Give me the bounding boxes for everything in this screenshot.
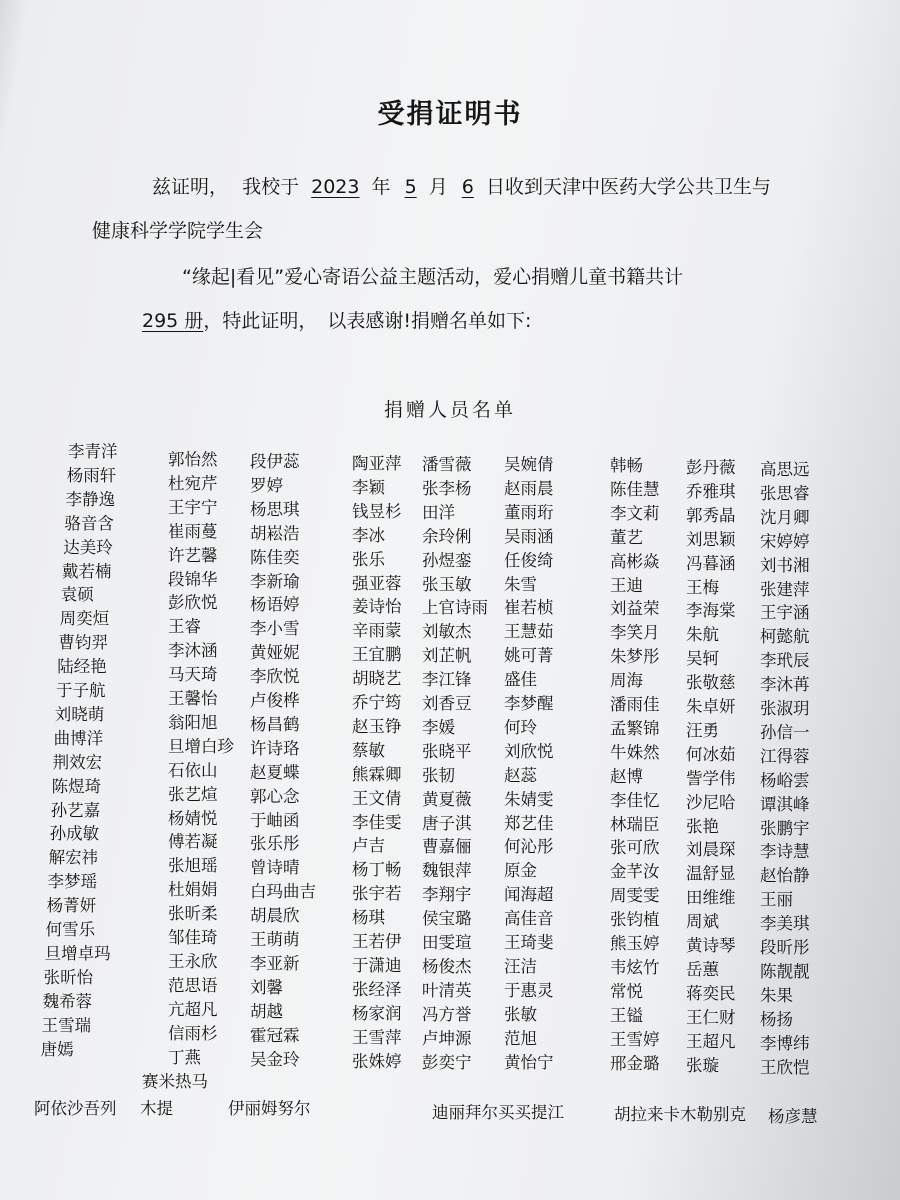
donor-name: 汪勇 [686,720,719,740]
donor-name: 王永欣 [168,951,218,971]
donor-name: 刘芷帆 [422,646,472,666]
donor-name: 曾诗晴 [250,858,300,878]
donor-name: 黄诗琴 [686,936,736,955]
donor-name: 原金 [504,861,537,881]
donor-name: 石依山 [168,760,218,780]
donor-name: 王丽 [760,890,793,910]
donor-name: 伊丽姆努尔 [228,1099,311,1118]
donor-name: 杨丁畅 [352,860,402,880]
donor-name: 高思远 [760,460,810,479]
donor-name: 姚可菁 [504,646,554,666]
donor-name: 周斌 [686,912,719,932]
donor-name: 周奕烜 [59,609,110,629]
donor-name: 王梅 [686,577,719,597]
donor-name: 郭秀晶 [686,505,736,525]
donor-name: 卢俊桦 [250,691,300,710]
donor-name: 李亚新 [250,953,300,973]
donor-name: 朱婧雯 [504,789,554,809]
donor-name: 孙艺嘉 [50,800,101,820]
donor-name: 刘晨琛 [686,840,736,860]
donor-name: 陈靓靓 [760,961,810,981]
donor-name: 姜诗怡 [352,597,402,617]
donor-name: 田雯瑄 [422,933,472,952]
donor-name: 柯懿航 [760,627,810,647]
donor-name: 胡晨欣 [250,906,300,926]
donor-name: 王宇涵 [760,603,810,623]
donor-name: 吴雨涵 [504,526,554,546]
donor-name: 崔若桢 [504,598,554,618]
donor-name: 刘敏杰 [422,622,472,642]
donor-name: 牛姝然 [610,742,660,762]
donor-name: 李青洋 [68,442,118,461]
donor-name: 于潇迪 [352,955,402,975]
donor-name: 段伊蕊 [250,452,300,471]
donor-name: 张建萍 [760,579,810,599]
donor-name: 田维维 [686,888,736,908]
donor-name: 李博纬 [760,1033,810,1053]
donor-name: 张鹏宇 [760,818,810,838]
donor-name: 王雪萍 [352,1027,402,1047]
donor-name: 杨扬 [760,1009,793,1029]
donor-name: 曹嘉俪 [422,837,472,857]
donor-name: 唐嫣 [40,1039,74,1059]
donor-name: 李静逸 [65,489,116,509]
donor-name: 林瑞臣 [610,814,660,834]
donor-name: 陶亚萍 [352,454,402,473]
donor-name: 田洋 [422,502,455,522]
donor-name: 丁燕 [168,1047,201,1067]
body-text: 以表感谢!捐赠名单如下: [327,310,532,332]
donor-name: 于子航 [56,681,106,700]
donor-name: 曹钧羿 [58,633,108,653]
donor-name: 张乐彤 [250,834,300,854]
donor-name: 杨昌鹤 [250,714,300,734]
donor-name: 王馨怡 [168,689,218,708]
body-line-2: 健康科学学院学生会 [92,220,264,242]
donor-name: 杜宛芹 [168,473,218,493]
donor-name: 戴若楠 [62,561,112,581]
donor-name: 郭怡然 [168,450,218,469]
donor-name: 蒋奕民 [686,983,736,1003]
donor-name: 王文倩 [352,788,402,808]
donor-name: 吴婉倩 [504,455,554,474]
donor-name: 熊霖卿 [352,764,402,784]
donor-name: 杨琪 [352,908,385,928]
donor-name: 彭欣悦 [168,593,218,613]
donor-name: 王仁财 [686,1007,736,1027]
donor-name: 李媛 [422,717,455,737]
donor-name: 骆音含 [64,513,114,533]
donor-name: 王慧茹 [504,622,554,642]
donor-name: 张晓平 [422,741,472,761]
donor-name: 吴金玲 [250,1049,300,1069]
donor-name: 彭奕宁 [422,1052,472,1072]
donor-name: 张艺煊 [168,784,218,804]
donor-name: 周雯雯 [610,886,660,906]
donor-name: 强亚蓉 [352,573,402,593]
donation-month: 5 [404,176,417,198]
donor-name: 何沁彤 [504,837,554,857]
donor-name: 杨俊杰 [422,956,472,976]
donor-name: 何冰茹 [686,744,736,764]
donor-name: 陆经艳 [57,657,107,677]
donor-name: 杨菁妍 [46,896,97,916]
donor-name: 韩畅 [610,456,643,475]
donor-list-title: 捐赠人员名单 [383,399,516,421]
donor-name: 彭丹薇 [686,458,736,477]
donor-name: 李诗慧 [760,842,810,862]
donor-name: 张韧 [422,765,455,785]
donor-name: 赵玉铮 [352,716,402,736]
body-line-4 [142,306,531,333]
donor-name: 霍冠霖 [250,1025,300,1045]
donor-name: 乔宁筠 [352,693,402,712]
donor-name: 旦增卓玛 [44,943,111,963]
donor-name: 李梦醒 [504,694,554,713]
donor-name: 杨雨轩 [66,465,117,485]
donor-name: 杨峪雲 [760,770,810,790]
donor-name: 张宇若 [352,884,402,904]
donor-name: 邹佳琦 [168,928,218,947]
donor-name: 李笑月 [610,623,660,643]
donor-name: 于岫函 [250,810,300,830]
donor-name: 赵蕊 [504,765,537,785]
donor-name: 刘益荣 [610,599,660,619]
donor-name: 张钧植 [610,910,660,930]
donor-name: 迪丽拜尔买买提江 [432,1103,564,1122]
donor-name: 张思睿 [760,483,810,503]
donor-name: 赵夏蝶 [250,762,300,782]
body-text: 兹证明， [152,176,229,198]
donor-name: 王雪瑞 [41,1015,92,1035]
donor-name: 赵博 [610,766,643,786]
donor-name: 张旭瑶 [168,856,218,876]
donor-name: 杨彦慧 [768,1107,818,1126]
donation-year: 2023 [311,176,360,198]
donor-name: 李冰 [352,525,385,545]
donor-name: 王琦斐 [504,933,554,952]
body-text: 我校于 [242,176,300,198]
donor-name: 解宏祎 [48,848,99,868]
donor-name: 王若伊 [352,932,402,951]
donor-name: 张昕怡 [43,967,94,987]
donor-name: 刘晓萌 [54,704,105,724]
book-count: 295 册 [142,310,204,332]
donor-name: 曲博洋 [53,728,104,748]
donor-name: 叶清英 [422,980,472,1000]
donor-name: 范思语 [168,975,218,995]
donor-name: 胡越 [250,1001,283,1021]
donor-name: 郑艺佳 [504,813,554,833]
donor-name: 周海 [610,671,643,691]
donor-name: 冯方誉 [422,1004,472,1024]
donor-name: 黄怡宁 [504,1052,554,1072]
donor-name: 李小雪 [250,619,300,639]
donor-name: 金芊汝 [610,862,660,882]
donor-name: 卢吉 [352,836,385,856]
donor-name: 张昕柔 [168,904,218,924]
donor-name: 李江锋 [422,670,472,690]
donor-name: 信雨杉 [168,1023,218,1043]
donor-name: 黄娅妮 [250,643,300,663]
donor-name: 韦炫竹 [610,957,660,977]
donor-name: 王超凡 [686,1031,736,1051]
donor-name: 张乐 [352,549,385,569]
donor-name: 翁阳旭 [168,712,218,732]
donor-name: 岳蕙 [686,959,719,979]
donor-name: 杨婧悦 [168,808,218,828]
donor-name: 乔雅琪 [686,481,736,501]
donor-name: 王雪婷 [610,1029,660,1049]
donor-name: 潘雨佳 [610,695,660,714]
donor-name: 张可欣 [610,838,660,858]
donor-name: 李文莉 [610,503,660,523]
donor-name: 常悦 [610,981,643,1001]
document-title: 受捐证明书 [377,99,523,130]
donor-name: 李颖 [352,477,385,497]
donor-name: 张玉敏 [422,574,472,594]
donor-name: 陈佳慧 [610,479,660,499]
donor-name: 张艳 [686,816,719,836]
donor-name: 胡晓艺 [352,669,402,689]
donor-name: 沈月卿 [760,507,810,527]
donor-name: 任俊绮 [504,550,554,570]
body-text: 月 [428,176,448,198]
donor-name: 刘馨 [250,977,283,997]
donor-name: 达美玲 [63,537,113,557]
donor-name: 宋婷婷 [760,531,810,551]
donor-name: 杨语婷 [250,595,300,615]
donor-name: 旦增白珍 [168,736,234,756]
donor-name: 荆效宏 [52,752,103,772]
donor-name: 潘雪薇 [422,455,472,474]
donor-name: 张敬慈 [686,673,736,693]
donor-name: 温舒显 [686,864,736,884]
body-line-1 [152,172,771,199]
donor-name: 孙成敏 [49,824,100,844]
donor-name: 董艺 [610,527,643,547]
donor-name: 刘思颖 [686,529,736,549]
donor-name: 马天琦 [168,665,218,685]
donor-name: 余玲俐 [422,526,472,546]
donor-name: 阿依沙吾列 [34,1099,117,1118]
donor-name: 高佳音 [504,909,554,929]
donor-name: 闻海超 [504,885,554,905]
donor-name: 李梦瑶 [47,872,98,892]
donor-name: 张淑玥 [760,699,810,718]
donor-name: 上官诗雨 [422,598,488,618]
donor-name: 崔雨蔓 [168,521,218,541]
body-text: 日收到天津中医药大学公共卫生与 [485,176,771,198]
donor-name: 李玳辰 [760,651,810,671]
donor-name: 王迪 [610,575,643,595]
donor-name: 卢坤源 [422,1028,472,1048]
donor-name: 朱果 [760,985,793,1005]
donor-name: 赵怡静 [760,866,810,886]
donor-name: 杨思琪 [250,499,300,519]
donor-name: 王萌萌 [250,930,300,949]
donor-name: 张敏 [504,1004,537,1024]
donor-name: 朱卓妍 [686,697,736,716]
donor-name: 刘书湘 [760,555,810,575]
donor-name: 李翔宇 [422,885,472,905]
donor-name: 孙煜銮 [422,550,472,570]
donor-name: 王睿 [168,617,201,637]
donor-name: 朱梦彤 [610,647,660,667]
donor-name: 谭淇峰 [760,794,810,814]
donor-name: 王欣恺 [760,1057,810,1077]
donation-day: 6 [461,176,474,198]
donor-name: 袁硕 [60,585,94,605]
donor-name: 李美琪 [760,914,810,934]
body-text: 年 [371,176,391,198]
donor-name: 杨家润 [352,1003,402,1023]
donor-name: 冯暮涵 [686,553,736,573]
donor-name: 陈佳奕 [250,547,300,567]
donor-name: 王镒 [610,1005,643,1025]
donor-name: 吴轲 [686,649,719,669]
donor-name: 孟繁锦 [610,718,660,738]
donor-name: 何玲 [504,717,537,737]
donor-name: 陈煜琦 [51,776,102,796]
donor-name: 王宇宁 [168,497,218,517]
donor-name: 刘欣悦 [504,741,554,761]
body-text: ，特此证明， [203,310,318,332]
donor-name: 孙信一 [760,722,810,742]
donor-name: 段锦华 [168,569,218,589]
donor-name: 李欣悦 [250,667,300,687]
donor-name: 何雪乐 [45,920,96,939]
donor-name: 亢超凡 [168,999,218,1019]
donor-name: 张姝婷 [352,1051,402,1071]
donor-name: 李沐涵 [168,641,218,661]
donor-name: 魏银萍 [422,861,472,881]
donor-name: 钱昱杉 [352,501,402,521]
donor-name: 邢金璐 [610,1053,660,1073]
donor-name: 杜娟娟 [168,880,218,900]
donor-name: 胡拉来卡木勒别克 [614,1105,746,1124]
donor-name: 李佳忆 [610,790,660,810]
donor-name: 訾学伟 [686,768,736,788]
donor-name: 范旭 [504,1028,537,1048]
donor-name: 李佳雯 [352,812,402,832]
donor-name: 黄夏薇 [422,789,472,809]
donor-name: 盛佳 [504,670,537,690]
donor-name: 张李杨 [422,478,472,498]
donor-name: 于惠灵 [504,980,554,1000]
donor-name: 赛米热马 [142,1072,208,1091]
donor-name: 魏希蓉 [42,991,93,1011]
donor-name: 蔡敏 [352,740,385,760]
donor-name: 许艺馨 [168,545,218,565]
donor-name: 辛雨蒙 [352,621,402,641]
donor-name: 木提 [140,1099,173,1118]
donor-name: 唐子淇 [422,813,472,833]
donor-name: 高彬焱 [610,551,660,571]
donor-name: 胡崧浩 [250,523,300,543]
donor-name: 侯宝璐 [422,909,472,929]
donor-name: 郭心念 [250,786,300,806]
donor-name: 李新瑜 [250,571,300,591]
donor-name: 刘香豆 [422,694,472,713]
donor-name: 赵雨晨 [504,478,554,498]
body-line-3: “缘起|看见”爱心寄语公益主题活动，爱心捐赠儿童书籍共计 [182,266,684,288]
donor-name: 李海棠 [686,601,736,621]
donor-name: 傅若凝 [168,832,218,852]
donor-name: 段昕彤 [760,938,810,957]
donor-name: 李沐苒 [760,675,810,695]
donor-name: 张经泽 [352,979,402,999]
donor-name: 朱雪 [504,574,537,594]
donor-name: 熊玉婷 [610,934,660,953]
donor-name: 江得蓉 [760,746,810,766]
donor-name: 罗婷 [250,475,283,495]
donor-name: 张璇 [686,1055,719,1075]
donor-name: 汪洁 [504,956,537,976]
donor-name: 沙尼哈 [686,792,736,812]
donor-name: 许诗珞 [250,738,300,758]
donor-name: 王宜鹏 [352,645,402,665]
donor-name: 董雨珩 [504,502,554,522]
donor-name: 白玛曲吉 [250,882,316,902]
donor-name: 朱航 [686,625,719,645]
